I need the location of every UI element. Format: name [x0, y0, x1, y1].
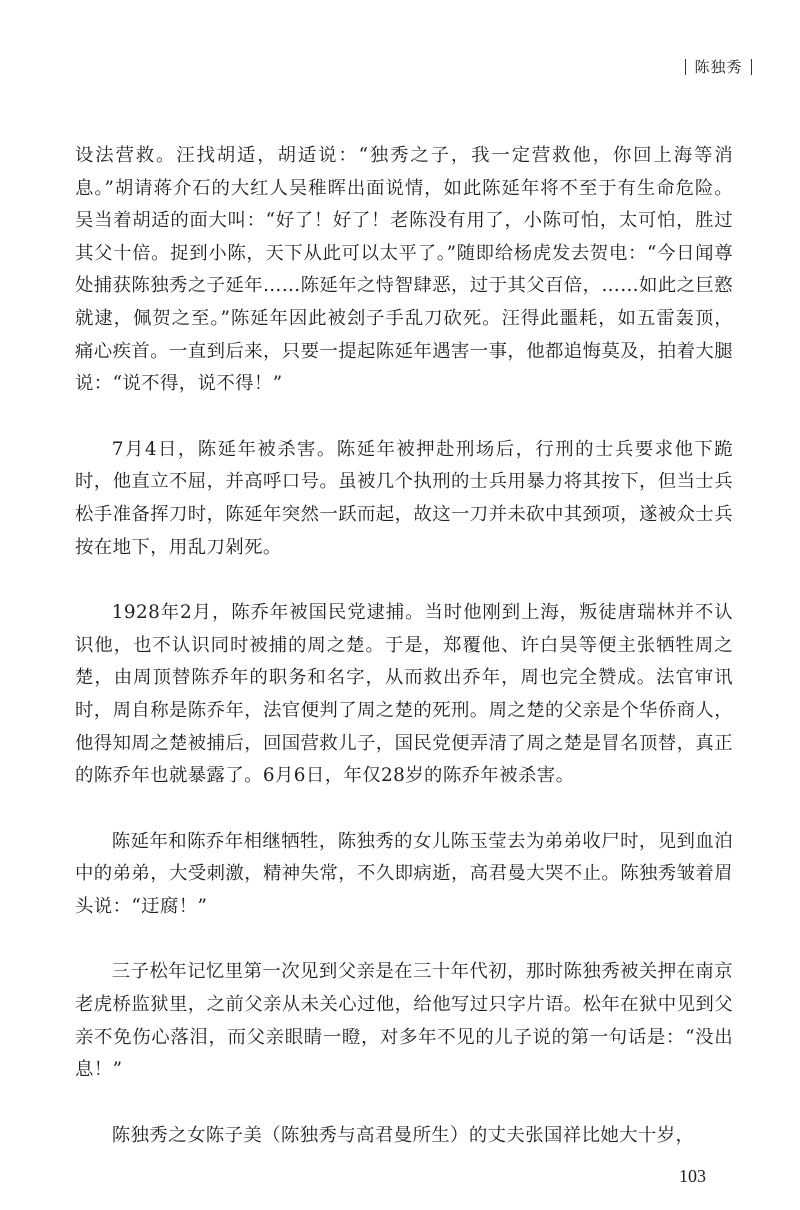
- paragraph-6: 陈独秀之女陈子美（陈独秀与高君曼所生）的丈夫张国祥比她大十岁，: [111, 1124, 695, 1146]
- paragraph-4: 陈延年和陈乔年相继牺牲，陈独秀的女儿陈玉莹去为弟弟收尸时，见到血泊中的弟弟，大受刺激，精神失常，不久即病逝，高君曼大哭不止。陈独秀皱着眉头说：“迂腐！”: [75, 830, 733, 917]
- running-header: [677, 56, 760, 77]
- text-body: [75, 140, 733, 1152]
- header-left-rule: [685, 59, 687, 75]
- header-right-rule: [751, 59, 753, 75]
- paragraph-2: 7月4日，陈延年被杀害。陈延年被押赴刑场后，行刑的士兵要求他下跪时，他直立不屈，并高呼口号。虽被几个执刑的士兵用暴力将其按下，但当士兵松手准备挥刀时，陈延年突然一跃而起，故这一刀并未砍中其颈项，遂被众士兵按在地下，用乱刀剁死。: [75, 438, 733, 558]
- paragraph-3: 1928年2月，陈乔年被国民党逮捕。当时他刚到上海，叛徒唐瑞林并不认识他，也不认识同时被捕的周之楚。于是，郑覆他、许白昊等便主张牺牲周之楚，由周顶替陈乔年的职务和名字，从而救出乔年，周也完全赞成。法官审讯时，周自称是陈乔年，法官便判了周之楚的死刑。周之楚的父亲是个华侨商人，他得知周之楚被捕后，回国营救儿子，国民党便弄清了周之楚是冒名顶替，真正的陈乔年也就暴露了。6月6日，年仅28岁的陈乔年被杀害。: [75, 602, 733, 787]
- paragraph-5: 三子松年记忆里第一次见到父亲是在三十年代初，那时陈独秀被关押在南京老虎桥监狱里，之前父亲从未关心过他，给他写过只字片语。松年在狱中见到父亲不免伤心落泪，而父亲眼睛一瞪，对多年不见的儿子说的第一句话是：“没出息！”: [75, 961, 733, 1081]
- page-number: 103: [679, 1166, 706, 1186]
- running-title: 陈独秀: [694, 58, 743, 76]
- paragraph-1: 设法营救。汪找胡适，胡适说：“独秀之子，我一定营救他，你回上海等消息。”胡请蒋介石的大红人吴稚晖出面说情，如此陈延年将不至于有生命危险。吴当着胡适的面大叫：“好了！好了！老陈没有用了，小陈可怕，太可怕，胜过其父十倍。捉到小陈，天下从此可以太平了。”随即给杨虎发去贺电：“今日闻尊处捕获陈独秀之子延年……陈延年之恃智肆恶，过于其父百倍，……如此之巨憝就逮，佩贺之至。”陈延年因此被刽子手乱刀砍死。汪得此噩耗，如五雷轰顶，痛心疾首。一直到后来，只要一提起陈延年遇害一事，他都追悔莫及，拍着大腿说：“说不得，说不得！”: [75, 145, 733, 395]
